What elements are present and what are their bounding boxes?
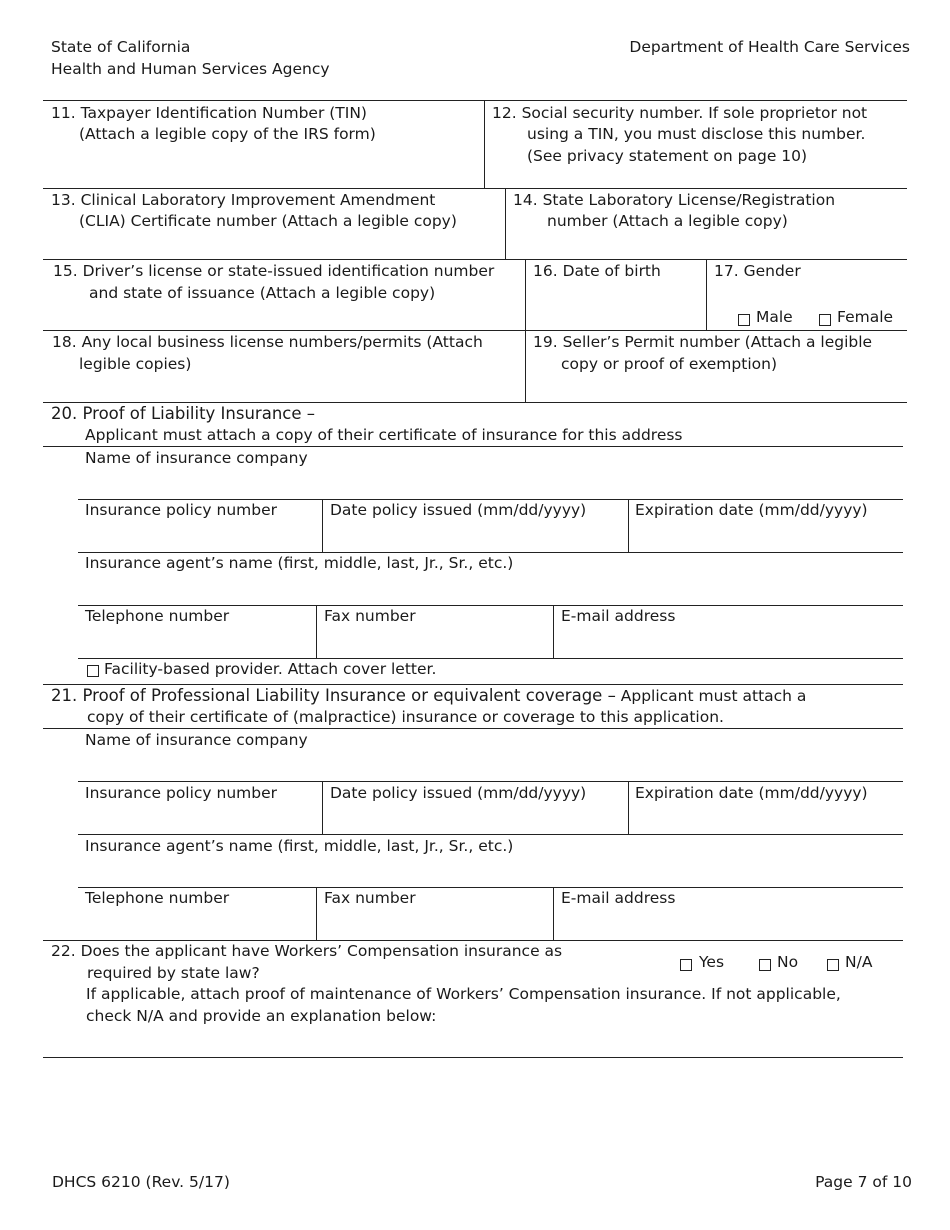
s21-company-input[interactable]: [79, 752, 902, 780]
na-label: N/A: [845, 953, 873, 971]
field-14-input[interactable]: [507, 234, 906, 258]
divider: [322, 499, 323, 552]
field-18-label: 18. Any local business license numbers/permits (Attach: [52, 333, 483, 351]
section-20-subtitle: Applicant must attach a copy of their certificate of insurance for this address: [85, 426, 683, 444]
s20-agent-label: Insurance agent’s name (first, middle, last, Jr., Sr., etc.): [85, 554, 514, 572]
field-19-input[interactable]: [527, 377, 906, 401]
s21-email-input[interactable]: [555, 912, 902, 939]
header-state: State of California: [51, 38, 191, 56]
facility-label: Facility-based provider. Attach cover letter.: [104, 660, 437, 678]
field-13-note: (CLIA) Certificate number (Attach a legible copy): [79, 212, 457, 230]
yes-checkbox[interactable]: [680, 959, 692, 971]
na-checkbox[interactable]: [827, 959, 839, 971]
section-22-instructions-cont: check N/A and provide an explanation below:: [86, 1007, 437, 1025]
s21-expiration-input[interactable]: [630, 806, 902, 833]
field-13-input[interactable]: [44, 234, 504, 258]
facility-checkbox[interactable]: [87, 665, 99, 677]
s21-agent-label: Insurance agent’s name (first, middle, last, Jr., Sr., etc.): [85, 837, 514, 855]
field-11-input[interactable]: [44, 148, 482, 186]
s21-fax-input[interactable]: [318, 912, 552, 939]
divider: [78, 781, 903, 782]
s21-company-label: Name of insurance company: [85, 731, 308, 749]
s20-fax-label: Fax number: [324, 607, 416, 625]
s21-date-issued-input[interactable]: [324, 806, 627, 833]
field-16-input[interactable]: [527, 285, 705, 329]
form-id: DHCS 6210 (Rev. 5/17): [52, 1173, 230, 1191]
female-checkbox[interactable]: [819, 314, 831, 326]
field-11-label: 11. Taxpayer Identification Number (TIN): [51, 104, 367, 122]
male-checkbox[interactable]: [738, 314, 750, 326]
field-18-input[interactable]: [44, 377, 524, 401]
field-13-label: 13. Clinical Laboratory Improvement Amendment: [51, 191, 436, 209]
male-label: Male: [756, 308, 793, 326]
divider: [43, 728, 903, 729]
field-12-privacy: (See privacy statement on page 10): [527, 147, 808, 165]
s21-fax-label: Fax number: [324, 889, 416, 907]
s20-date-issued-input[interactable]: [324, 524, 627, 551]
explanation-input[interactable]: [44, 1030, 902, 1056]
s20-date-issued-label: Date policy issued (mm/dd/yyyy): [330, 501, 587, 519]
field-11-note: (Attach a legible copy of the IRS form): [79, 125, 376, 143]
header-agency: Health and Human Services Agency: [51, 60, 330, 78]
divider: [553, 605, 554, 658]
divider: [43, 188, 907, 189]
divider: [78, 834, 903, 835]
field-12-input[interactable]: [486, 168, 906, 186]
divider: [706, 259, 707, 330]
no-label: No: [777, 953, 799, 971]
section-21-subtitle: copy of their certificate of (malpractice) insurance or coverage to this application.: [87, 708, 724, 726]
s20-company-label: Name of insurance company: [85, 449, 308, 467]
s21-phone-input[interactable]: [79, 912, 315, 939]
field-19-label: 19. Seller’s Permit number (Attach a legible: [533, 333, 873, 351]
divider: [43, 259, 907, 260]
s20-company-input[interactable]: [79, 470, 902, 498]
s20-agent-input[interactable]: [79, 577, 902, 604]
section-21-title: [51, 685, 806, 707]
s20-policy-input[interactable]: [79, 524, 321, 551]
field-14-note: number (Attach a legible copy): [547, 212, 788, 230]
s20-email-label: E-mail address: [561, 607, 676, 625]
s21-policy-input[interactable]: [79, 806, 321, 833]
field-14-label: 14. State Laboratory License/Registration: [513, 191, 836, 209]
section-22-question-cont: required by state law?: [87, 964, 260, 982]
field-17-label: 17. Gender: [714, 262, 801, 280]
section-22-question: 22. Does the applicant have Workers’ Compensation insurance as: [51, 942, 563, 960]
field-18-note: legible copies): [79, 355, 192, 373]
s20-email-input[interactable]: [555, 630, 902, 657]
page-number: Page 7 of 10: [815, 1173, 912, 1191]
yes-label: Yes: [699, 953, 725, 971]
s21-date-issued-label: Date policy issued (mm/dd/yyyy): [330, 784, 587, 802]
divider: [43, 100, 907, 101]
s21-phone-label: Telephone number: [85, 889, 230, 907]
divider: [316, 887, 317, 940]
field-12-note: using a TIN, you must disclose this number.: [527, 125, 866, 143]
s20-phone-input[interactable]: [79, 630, 315, 657]
field-19-note: copy or proof of exemption): [561, 355, 777, 373]
divider: [322, 781, 323, 834]
divider: [628, 781, 629, 834]
field-15-note: and state of issuance (Attach a legible copy): [89, 284, 436, 302]
section-21-title-rest: Applicant must attach a: [620, 687, 807, 705]
field-16-label: 16. Date of birth: [533, 262, 661, 280]
s20-policy-label: Insurance policy number: [85, 501, 278, 519]
field-12-label: 12. Social security number. If sole proprietor not: [492, 104, 868, 122]
s20-phone-label: Telephone number: [85, 607, 230, 625]
s21-policy-label: Insurance policy number: [85, 784, 278, 802]
divider: [43, 1057, 903, 1058]
header-department: Department of Health Care Services: [629, 38, 910, 56]
section-21-title-main: 21. Proof of Professional Liability Insurance or equivalent coverage –: [51, 686, 616, 705]
divider: [43, 330, 907, 331]
s20-fax-input[interactable]: [318, 630, 552, 657]
section-22-instructions: If applicable, attach proof of maintenance of Workers’ Compensation insurance. If not applicable,: [86, 985, 841, 1003]
field-15-label: 15. Driver’s license or state-issued identification number: [53, 262, 495, 280]
s20-expiration-label: Expiration date (mm/dd/yyyy): [635, 501, 868, 519]
divider: [628, 499, 629, 552]
s21-agent-input[interactable]: [79, 859, 902, 886]
divider: [505, 188, 506, 259]
section-20-title: 20. Proof of Liability Insurance –: [51, 404, 315, 423]
divider: [43, 446, 903, 447]
s20-expiration-input[interactable]: [630, 524, 902, 551]
field-15-input[interactable]: [44, 306, 524, 329]
divider: [484, 100, 485, 188]
female-label: Female: [837, 308, 894, 326]
divider: [553, 887, 554, 940]
divider: [316, 605, 317, 658]
s21-expiration-label: Expiration date (mm/dd/yyyy): [635, 784, 868, 802]
no-checkbox[interactable]: [759, 959, 771, 971]
s21-email-label: E-mail address: [561, 889, 676, 907]
